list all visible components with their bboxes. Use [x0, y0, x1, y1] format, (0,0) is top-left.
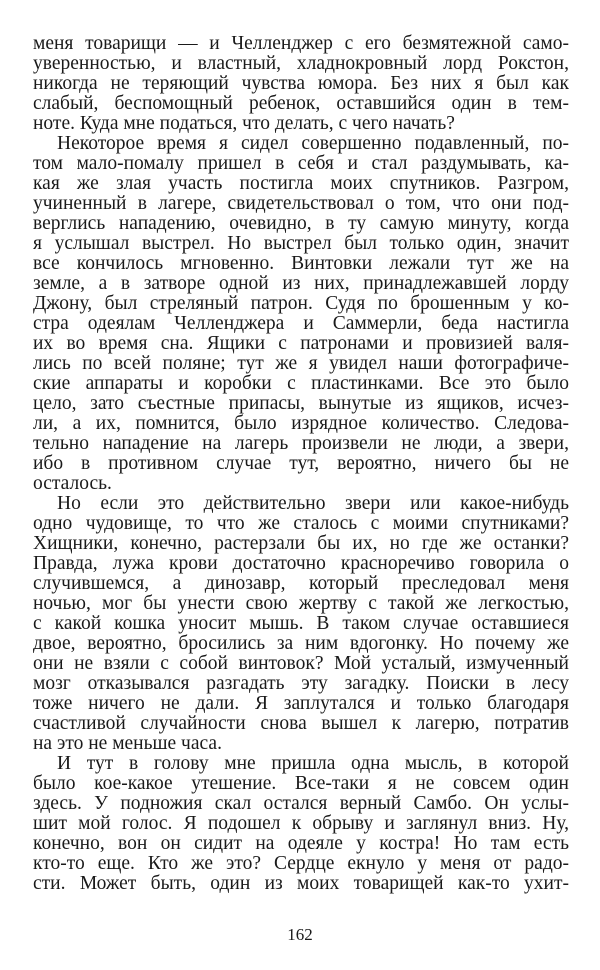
- text-line: они не взяли с собой винтовок? Мой усталый, измученный: [33, 653, 569, 674]
- text-line: меня товарищи — и Челленджер с его безмятежной само-: [33, 33, 569, 54]
- text-line: Некоторое время я сидел совершенно подавленный, по-: [57, 133, 569, 154]
- text-line: ли, а их, помнится, было изрядное количество. Следова-: [33, 413, 569, 434]
- text-line: И тут в голову мне пришла одна мысль, в которой: [57, 753, 569, 774]
- text-line: Правда, лужа крови достаточно красноречиво говорила о: [33, 553, 569, 574]
- text-line: сти. Может быть, один из моих товарищей как-то ухит-: [33, 873, 569, 894]
- text-line: стра одеялам Челленджера и Саммерли, беда настигла: [33, 313, 569, 334]
- text-line: ноте. Куда мне податься, что делать, с чего начать?: [33, 113, 455, 134]
- text-line: том мало-помалу пришел в себя и стал раздумывать, ка-: [33, 153, 569, 174]
- text-line: двое, вероятно, бросились за ним вдогонку. Но почему же: [33, 633, 569, 654]
- text-line: никогда не теряющий чувства юмора. Без них я был как: [33, 73, 569, 94]
- text-line: слабый, беспомощный ребенок, оставшийся один в тем-: [33, 93, 569, 114]
- page-number: 162: [287, 925, 313, 944]
- text-line: я услышал выстрел. Но выстрел был только один, значит: [33, 233, 569, 254]
- paragraph: [33, 34, 569, 134]
- text-line: лись по всей поляне; тут же я увидел наши фотографиче-: [33, 353, 569, 374]
- text-line: кая же злая участь постигла моих спутников. Разгром,: [33, 173, 569, 194]
- text-line: конечно, вон он сидит на одеяле у костра! Но там есть: [33, 833, 569, 854]
- text-line: ибо в противном случае тут, вероятно, ничего бы не: [33, 453, 569, 474]
- text-line: шит мой голос. Я подошел к обрыву и заглянул вниз. Ну,: [33, 813, 569, 834]
- text-line: здесь. У подножия скал остался верный Самбо. Он услы-: [33, 793, 569, 814]
- paragraph: [33, 754, 569, 894]
- text-line: случившемся, а динозавр, который преследовал меня: [33, 573, 569, 594]
- text-line: на это не меньше часа.: [33, 733, 222, 754]
- text-line: Хищники, конечно, растерзали бы их, но где же останки?: [33, 533, 569, 554]
- text-line: цело, зато съестные припасы, вынутые из ящиков, исчез-: [33, 393, 569, 414]
- paragraph: [33, 494, 569, 754]
- text-line: кто-то еще. Кто же это? Сердце екнуло у меня от радо-: [33, 853, 569, 874]
- text-line: тельно нападение на лагерь произвели не люди, а звери,: [33, 433, 569, 454]
- text-line: было кое-какое утешение. Все-таки я не совсем один: [33, 773, 569, 794]
- text-line: Но если это действительно звери или какое-нибудь: [57, 493, 569, 514]
- text-line: земле, а в затворе одной из них, принадлежавшей лорду: [33, 273, 569, 294]
- text-line: уверенностью, и властный, хладнокровный лорд Рокстон,: [33, 53, 569, 74]
- page-text: [33, 34, 569, 894]
- text-line: их во время сна. Ящики с патронами и провизией валя-: [33, 333, 569, 354]
- paragraph: [33, 134, 569, 494]
- text-line: мозг отказывался разгадать эту загадку. Поиски в лесу: [33, 673, 569, 694]
- text-line: верглись нападению, очевидно, в ту самую минуту, когда: [33, 213, 569, 234]
- text-line: ские аппараты и коробки с пластинками. Все это было: [33, 373, 569, 394]
- text-line: тоже ничего не дали. Я заплутался и только благодаря: [33, 693, 569, 714]
- text-line: с какой кошка уносит мышь. В таком случае оставшиеся: [33, 613, 569, 634]
- text-line: все кончилось мгновенно. Винтовки лежали тут же на: [33, 253, 569, 274]
- text-line: учиненный в лагере, свидетельствовал о том, что они под-: [33, 193, 569, 214]
- text-line: одно чудовище, то что же сталось с моими спутниками?: [33, 513, 569, 534]
- text-line: ночью, мог бы унести свою жертву с такой же легкостью,: [33, 593, 569, 614]
- text-line: Джону, был стреляный патрон. Судя по брошенным у ко-: [33, 293, 569, 314]
- text-line: счастливой случайности снова вышел к лагерю, потратив: [33, 713, 569, 734]
- text-line: осталось.: [33, 473, 112, 494]
